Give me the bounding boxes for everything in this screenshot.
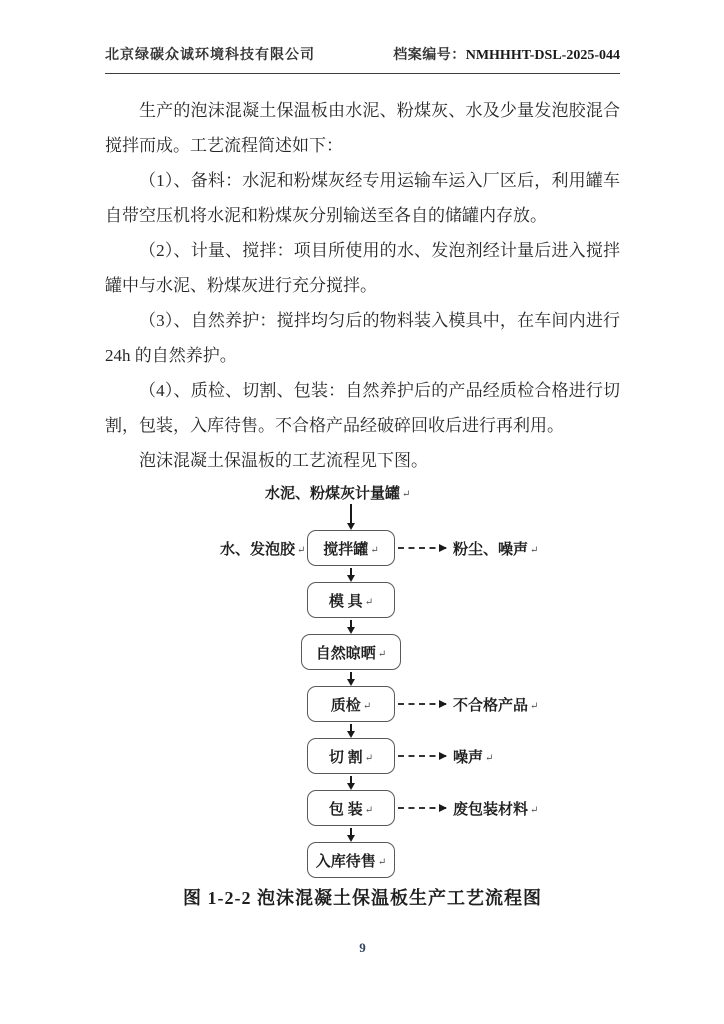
paragraph-step3: （3）、自然养护：搅拌均匀后的物料装入模具中，在车间内进行 24h 的自然养护。 [105, 311, 620, 365]
dashed-arrow-right-icon [398, 703, 446, 705]
flow-node-cutting: 切 割 ↵ [307, 738, 395, 774]
paragraph-mark-icon: ↵ [364, 804, 374, 816]
dashed-arrow-right-icon [398, 755, 446, 757]
emission-label: 噪声 ↵ [453, 749, 494, 766]
emission-label: 粉尘、噪声 ↵ [453, 541, 539, 558]
process-flowchart [105, 482, 620, 878]
page-header [105, 44, 620, 74]
flow-output-waste-packaging [398, 790, 538, 826]
flow-source-label: 水泥、粉煤灰计量罐 ↵ [265, 486, 411, 502]
figure-caption: 图 1-2-2 泡沫混凝土保温板生产工艺流程图 [183, 888, 542, 908]
flow-node-natural-curing: 自然晾晒 ↵ [301, 634, 401, 670]
emission-label: 废包装材料 ↵ [453, 801, 539, 818]
page-number: 9 [359, 940, 366, 955]
flow-node-quality-check: 质检 ↵ [307, 686, 395, 722]
paragraph-step2: （2）、计量、搅拌：项目所使用的水、发泡剂经计量后进入搅拌罐中与水泥、粉煤灰进行充分搅拌。 [105, 241, 620, 295]
paragraph-intro: 生产的泡沫混凝土保温板由水泥、粉煤灰、水及少量发泡胶混合搅拌而成。工艺流程简述如下： [105, 101, 620, 155]
emission-label: 不合格产品 ↵ [453, 697, 539, 714]
paragraph-mark-icon: ↵ [377, 648, 387, 660]
arrow-down-icon [350, 568, 352, 575]
flow-input-label: 水、发泡胶 ↵ [220, 541, 306, 558]
dashed-arrow-right-icon [398, 547, 446, 549]
paragraph-mark-icon: ↵ [530, 804, 539, 816]
arrow-down-icon [350, 672, 352, 679]
flow-node-warehouse: 入库待售 ↵ [307, 842, 395, 878]
arrow-down-icon [350, 620, 352, 627]
paragraph-see-figure: 泡沫混凝土保温板的工艺流程见下图。 [139, 451, 428, 470]
paragraph-step4: （4）、质检、切割、包装：自然养护后的产品经质检合格进行切割，包装，入库待售。不合格产品经破碎回收后进行再利用。 [105, 381, 620, 435]
paragraph-mark-icon: ↵ [377, 856, 387, 868]
paragraph-mark-icon: ↵ [362, 700, 372, 712]
arrow-down-icon [350, 724, 352, 731]
archive-number: 档案编号：NMHHHT-DSL-2025-044 [393, 48, 620, 63]
arrow-down-icon [350, 504, 352, 523]
paragraph-mark-icon: ↵ [297, 544, 306, 556]
paragraph-mark-icon: ↵ [370, 544, 379, 556]
paragraph-mark-icon: ↵ [530, 700, 539, 712]
flow-node-packaging: 包 装 ↵ [307, 790, 395, 826]
arrow-down-icon [350, 776, 352, 783]
flow-output-dust-noise [398, 530, 538, 566]
flow-output-rejects [398, 686, 538, 722]
paragraph-mark-icon: ↵ [402, 489, 411, 500]
flow-node-mixing-tank: 搅拌罐 ↵ [307, 530, 395, 566]
paragraph-mark-icon: ↵ [485, 752, 494, 764]
arrow-down-icon [350, 828, 352, 835]
paragraph-step1: （1）、备料：水泥和粉煤灰经专用运输车运入厂区后，利用罐车自带空压机将水泥和粉煤灰分别输送至各自的储罐内存放。 [105, 171, 620, 225]
paragraph-mark-icon: ↵ [364, 752, 374, 764]
flow-output-noise [398, 738, 493, 774]
dashed-arrow-right-icon [398, 807, 446, 809]
company-name: 北京绿碳众诚环境科技有限公司 [105, 48, 315, 63]
paragraph-mark-icon: ↵ [364, 596, 374, 608]
body-text [105, 93, 620, 478]
flow-node-mold: 模 具 ↵ [307, 582, 395, 618]
paragraph-mark-icon: ↵ [530, 544, 539, 556]
